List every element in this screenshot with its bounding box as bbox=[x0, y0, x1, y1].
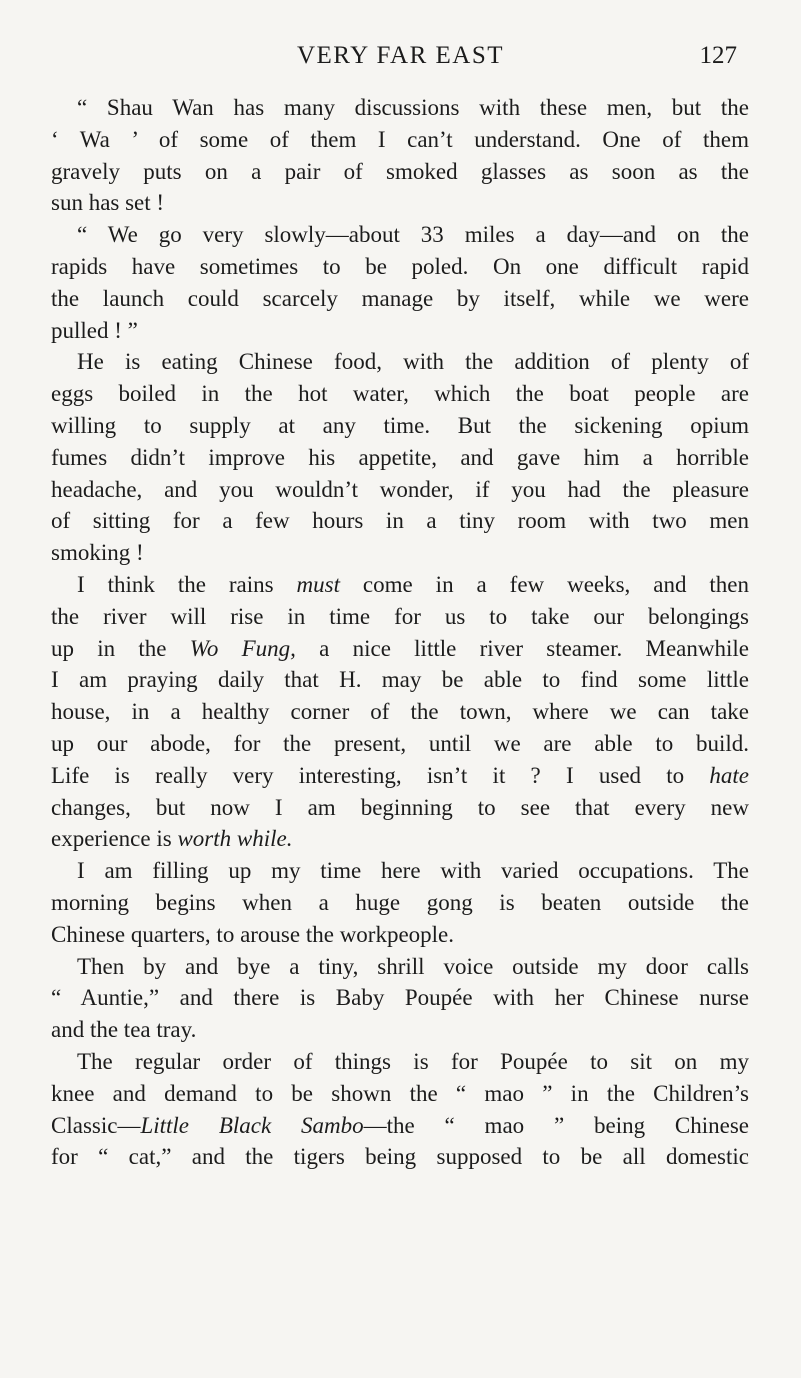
text-line: willing to supply at any time. But the sickening opium bbox=[51, 412, 749, 438]
text-line: fumes didn’t improve his appetite, and gave him a horrible bbox=[51, 444, 749, 470]
text-line: and the tea tray. bbox=[51, 1017, 197, 1043]
text-line: “ We go very slowly—about 33 miles a day—and on the bbox=[77, 222, 749, 248]
text-line: for “ cat,” and the tigers being supposed to be all domestic bbox=[51, 1144, 749, 1170]
text-line: smoking ! bbox=[51, 540, 144, 566]
text-line bbox=[51, 569, 749, 601]
text-run: come in a few weeks, and then bbox=[339, 571, 749, 597]
text-line bbox=[51, 1110, 749, 1142]
text-line: sun has set ! bbox=[51, 190, 165, 216]
paragraph-7 bbox=[51, 1046, 749, 1173]
text-line: knee and demand to be shown the “ mao ” in the Children’s bbox=[51, 1080, 749, 1106]
text-line: rapids have sometimes to be poled. On one difficult rapid bbox=[51, 253, 749, 279]
text-line: Then by and bye a tiny, shrill voice outside my door calls bbox=[77, 953, 749, 979]
text-line: “ Shau Wan has many discussions with these men, but the bbox=[77, 95, 749, 120]
text-line: Chinese quarters, to arouse the workpeople. bbox=[51, 921, 455, 947]
text-line: house, in a healthy corner of the town, where we can take bbox=[51, 699, 749, 725]
paragraph-3 bbox=[51, 346, 749, 569]
paragraph-4 bbox=[51, 569, 749, 855]
italic-book-title: Little Black Sambo bbox=[140, 1112, 364, 1138]
text-line: I am filling up my time here with varied occupations. The bbox=[77, 858, 749, 884]
text-run: —the “ mao ” being Chinese bbox=[363, 1112, 749, 1138]
italic-emphasis: worth while. bbox=[177, 826, 293, 852]
text-line: morning begins when a huge gong is beaten outside the bbox=[51, 889, 749, 915]
text-line: changes, but now I am beginning to see that every new bbox=[51, 794, 749, 820]
text-run: up in the bbox=[51, 635, 190, 661]
text-line: gravely puts on a pair of smoked glasses as soon as the bbox=[51, 158, 749, 184]
text-line: eggs boiled in the hot water, which the boat people are bbox=[51, 381, 749, 407]
text-line: “ Auntie,” and there is Baby Poupée with her Chinese nurse bbox=[51, 985, 749, 1011]
paragraph-6 bbox=[51, 951, 749, 1046]
text-line bbox=[51, 823, 749, 855]
text-run: Life is really very interesting, isn’t it ? I used to bbox=[51, 762, 710, 788]
text-line: of sitting for a few hours in a tiny room with two men bbox=[51, 508, 749, 534]
text-line bbox=[51, 633, 749, 665]
text-run: I think the rains bbox=[77, 571, 297, 597]
body-text bbox=[51, 92, 749, 1173]
running-head bbox=[0, 36, 801, 76]
paragraph-1 bbox=[51, 92, 749, 219]
text-run: a nice little river steamer. Meanwhile bbox=[295, 635, 749, 661]
text-line: up our abode, for the present, until we are able to build. bbox=[51, 730, 749, 756]
italic-emphasis: must bbox=[296, 571, 340, 597]
paragraph-5 bbox=[51, 855, 749, 950]
paragraph-2 bbox=[51, 219, 749, 346]
text-line: headache, and you wouldn’t wonder, if you had the pleasure bbox=[51, 476, 749, 502]
italic-ship-name: Wo Fung, bbox=[189, 635, 296, 661]
text-line: the river will rise in time for us to take our belongings bbox=[51, 603, 749, 629]
text-line: the launch could scarcely manage by itself, while we were bbox=[51, 285, 749, 311]
italic-emphasis: hate bbox=[709, 762, 749, 788]
text-line: ‘ Wa ’ of some of them I can’t understand. One of them bbox=[51, 126, 749, 152]
text-run: experience is bbox=[51, 826, 178, 852]
page-number: 127 bbox=[699, 42, 737, 69]
text-line: pulled ! ” bbox=[51, 317, 138, 343]
text-line bbox=[51, 760, 749, 792]
text-run: Classic— bbox=[51, 1112, 141, 1138]
text-line: He is eating Chinese food, with the addition of plenty of bbox=[77, 349, 749, 375]
text-line: The regular order of things is for Poupée to sit on my bbox=[77, 1048, 749, 1074]
text-line: I am praying daily that H. may be able to find some little bbox=[51, 667, 749, 693]
chapter-title: VERY FAR EAST bbox=[296, 42, 505, 69]
